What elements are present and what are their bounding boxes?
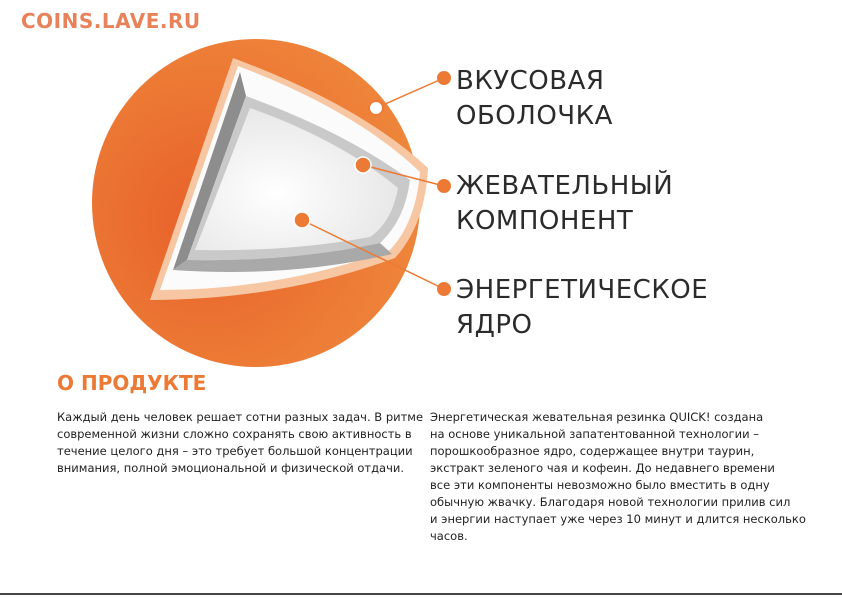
paragraph-line: и энергии наступает уже через 10 минут и длится несколько <box>430 512 806 526</box>
paragraph-line: внимания, полной эмоциональной и физической отдачи. <box>57 461 405 475</box>
chewing-marker <box>355 157 371 173</box>
paragraph-line: обычную жвачку. Благодаря новой технологии прилив сил <box>430 495 791 509</box>
paragraph-line: на основе уникальной запатентованной технологии – <box>430 427 759 441</box>
paragraph-line: Энергетическая жевательная резинка QUICK! создана <box>430 410 764 424</box>
paragraph-line: порошкообразное ядро, содержащее внутри таурин, <box>430 444 755 458</box>
label-chewing-component <box>456 169 673 239</box>
label-bullet-chewing <box>437 179 451 193</box>
bottom-divider <box>0 593 842 595</box>
label-energy-core <box>456 273 708 343</box>
about-left-paragraph <box>57 409 423 477</box>
coating-marker <box>369 101 383 115</box>
label-taste-coating <box>456 64 613 134</box>
label-line: ВКУСОВАЯ <box>456 66 605 96</box>
paragraph-line: течение целого дня – это требует большой концентрации <box>57 444 413 458</box>
paragraph-line: современной жизни сложно сохранять свою активность в <box>57 427 412 441</box>
about-title: О ПРОДУКТЕ <box>57 371 207 395</box>
label-line: ОБОЛОЧКА <box>456 101 613 131</box>
paragraph-line: часов. <box>430 529 468 543</box>
paragraph-line: все эти компоненты невозможно было вместить в одну <box>430 478 770 492</box>
label-line: ЭНЕРГЕТИЧЕСКОЕ <box>456 275 709 305</box>
label-bullet-core <box>437 282 451 296</box>
core-marker <box>294 212 310 228</box>
label-line: ЖЕВАТЕЛЬНЫЙ <box>456 171 674 201</box>
leader-line-coating <box>376 78 444 108</box>
label-bullet-coating <box>437 71 451 85</box>
paragraph-line: Каждый день человек решает сотни разных задач. В ритме <box>57 410 424 424</box>
paragraph-line: экстракт зеленого чая и кофеин. До недавнего времени <box>430 461 775 475</box>
label-line: ЯДРО <box>456 310 533 340</box>
label-line: КОМПОНЕНТ <box>456 206 634 236</box>
watermark-logo: COINS.LAVE.RU <box>21 9 201 33</box>
about-right-paragraph <box>430 409 806 545</box>
